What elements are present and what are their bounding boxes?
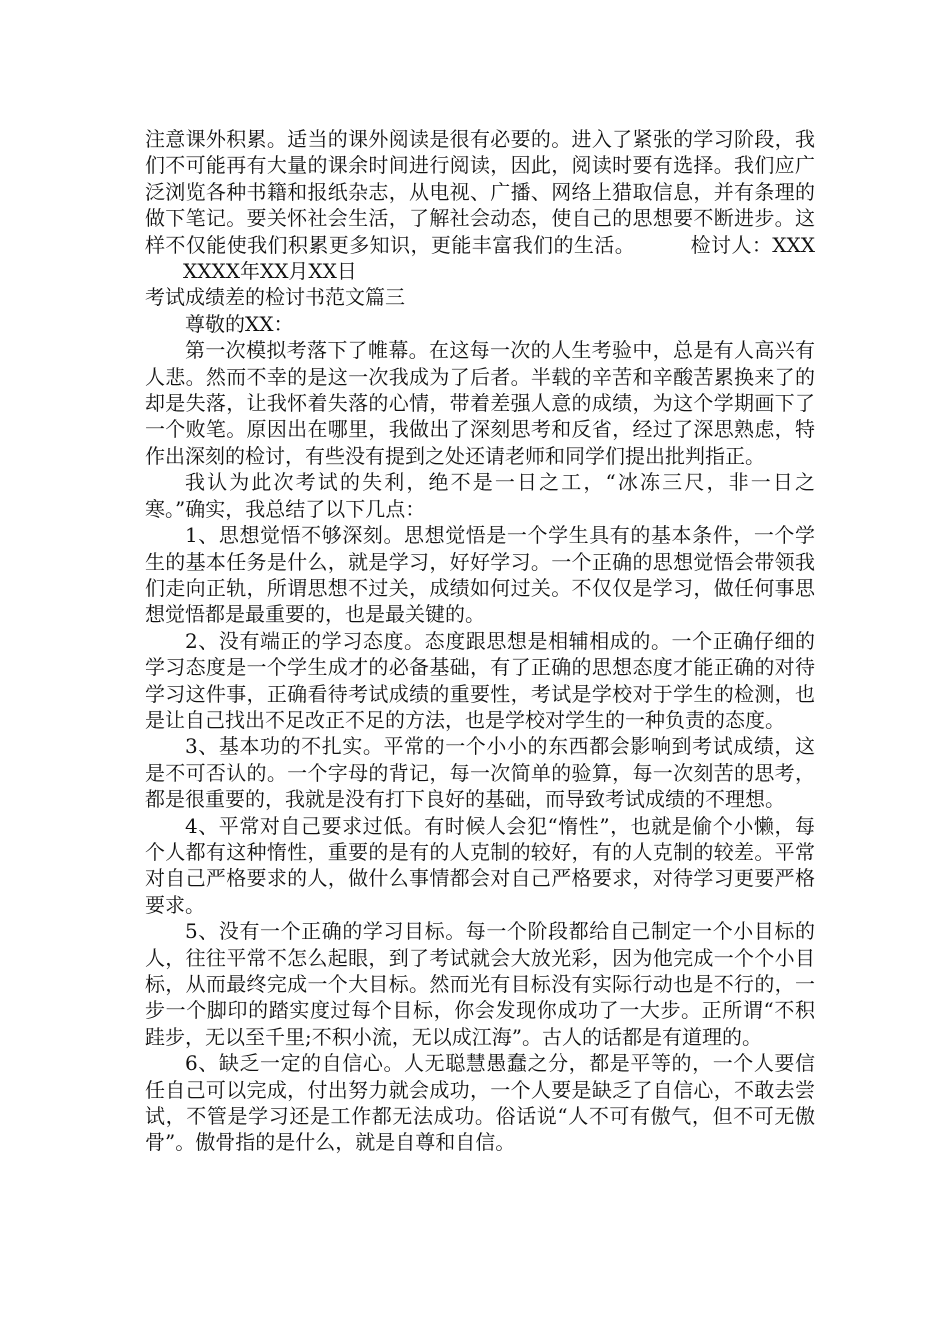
list-item-paragraph: 1、思想觉悟不够深刻。思想觉悟是一个学生具有的基本条件，一个学生的基本任务是什么，就是学习，好好学习。一个正确的思想觉悟会带领我们走向正轨，所谓思想不过关，成绩如何过关。不仅仅是学习，做任何事思想觉悟都是最重要的，也是最关键的。 [145,523,815,627]
section-title: 考试成绩差的检讨书范文篇三 [145,285,405,310]
body-paragraph: 第一次模拟考落下了帷幕。在这每一次的人生考验中，总是有人高兴有人悲。然而不幸的是这一次我成为了后者。半载的辛苦和辛酸苦累换来了的却是失落，让我怀着失落的心情，带着差强人意的成绩，为这个学期画下了一个败笔。原因出在哪里，我做出了深刻思考和反省，经过了深思熟虑，特作出深刻的检讨，有些没有提到之处还请老师和同学们提出批判指正。 [145,338,815,468]
signature-date: XXXX年XX月XX日 [183,259,357,284]
list-item-paragraph: 2、没有端正的学习态度。态度跟思想是相辅相成的。一个正确仔细的学习态度是一个学生成才的必备基础，有了正确的思想态度才能正确的对待学习这件事，正确看待考试成绩的重要性，考试是学校对于学生的检测，也是让自己找出不足改正不足的方法，也是学校对学生的一种负责的态度。 [145,628,815,732]
document-page [145,126,815,1156]
list-item-paragraph: 3、基本功的不扎实。平常的一个小小的东西都会影响到考试成绩，这是不可否认的。一个字母的背记，每一次简单的验算，每一次刻苦的思考，都是很重要的，我就是没有打下良好的基础，而导致考试成绩的不理想。 [145,734,815,812]
salutation: 尊敬的XX： [185,311,294,336]
list-item-paragraph: 5、没有一个正确的学习目标。每一个阶段都给自己制定一个小目标的人，往往平常不怎么起眼，到了考试就会大放光彩，因为他完成一个个小目标，从而最终完成一个大目标。然而光有目标没有实际行动也是不行的，一步一个脚印的踏实度过每个目标，你会发现你成功了一大步。正所谓“不积跬步，无以至千里;不积小流，无以成江海”。古人的话都是有道理的。 [145,919,815,1049]
list-item-paragraph: 6、缺乏一定的自信心。人无聪慧愚蠢之分，都是平等的，一个人要信任自己可以完成，付出努力就会成功，一个人要是缺乏了自信心，不敢去尝试，不管是学习还是工作都无法成功。俗话说“人不可有傲气，但不可无傲骨”。傲骨指的是什么，就是自尊和自信。 [145,1051,815,1155]
intro-paragraph [145,126,815,284]
signature-label: 检讨人：XXX [690,232,816,257]
intro-text: 注意课外积累。适当的课外阅读是很有必要的。进入了紧张的学习阶段，我们不可能再有大量的课余时间进行阅读，因此，阅读时要有选择。我们应广泛浏览各种书籍和报纸杂志，从电视、广播、网络上猎取信息，并有条理的做下笔记。要关怀社会生活，了解社会动态，使自己的思想要不断进步。这样不仅能使我们积累更多知识，更能丰富我们的生活。 [145,127,815,257]
body-paragraph: 我认为此次考试的失利，绝不是一日之工，“冰冻三尺，非一日之寒。”确实，我总结了以下几点： [145,470,815,521]
list-item-paragraph: 4、平常对自己要求过低。有时候人会犯“惰性”，也就是偷个小懒，每个人都有这种惰性，重要的是有的人克制的较好，有的人克制的较差。平常对自己严格要求的人，做什么事情都会对自己严格要求，对待学习更要严格要求。 [145,813,815,917]
